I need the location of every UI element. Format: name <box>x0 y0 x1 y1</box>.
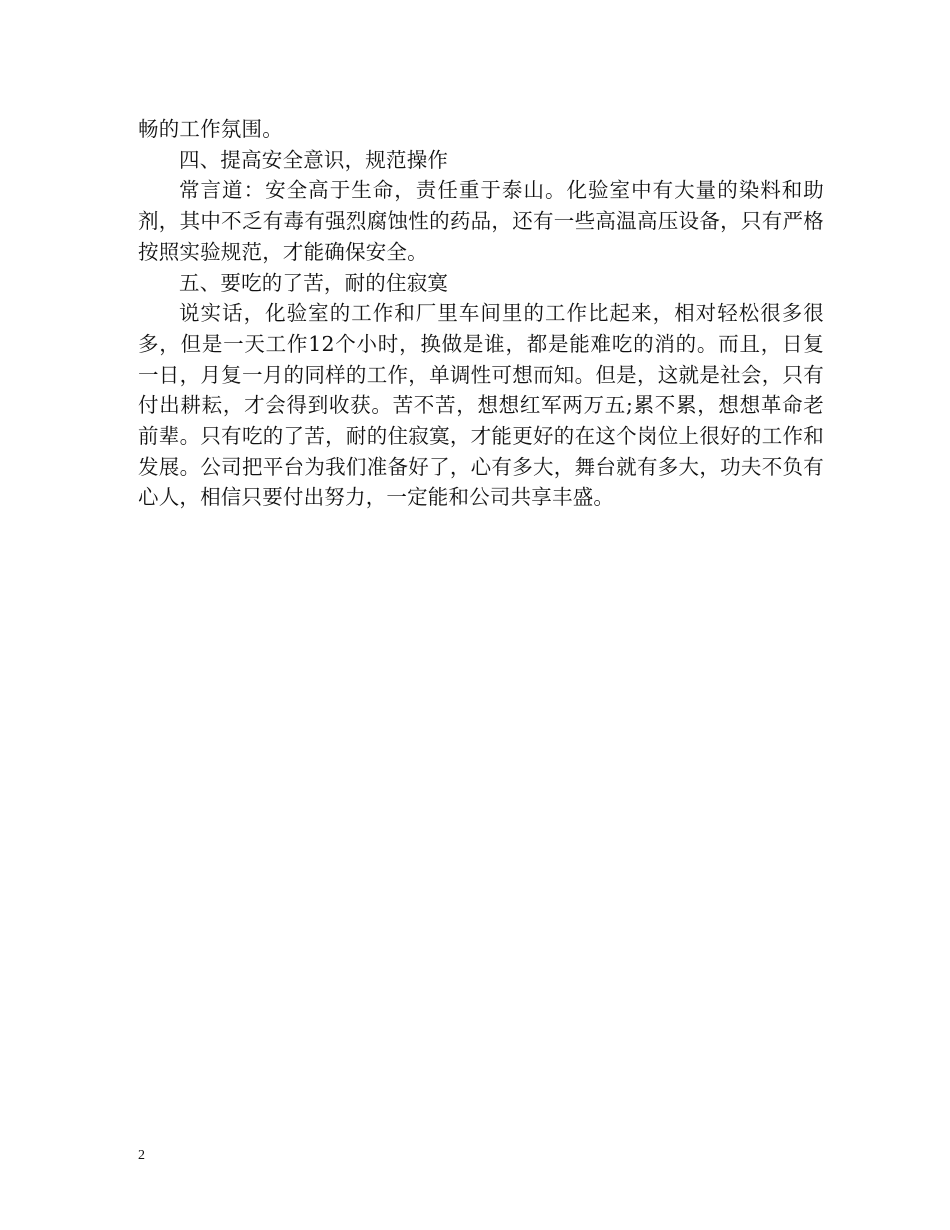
paragraph-hardship: 说实话，化验室的工作和厂里车间里的工作比起来，相对轻松很多很多，但是一天工作12个小时，换做是谁，都是能难吃的消的。而且，日复一日，月复一月的同样的工作，单调性可想而知。但是，这就是社会，只有付出耕耘，才会得到收获。苦不苦，想想红军两万五;累不累，想想革命老前辈。只有吃的了苦，耐的住寂寞，才能更好的在这个岗位上很好的工作和发展。公司把平台为我们准备好了，心有多大，舞台就有多大，功夫不负有心人，相信只要付出努力，一定能和公司共享丰盛。 <box>138 301 824 510</box>
document-body <box>138 114 824 513</box>
section-heading-hardship: 五、要吃的了苦，耐的住寂寞 <box>179 270 449 295</box>
page-number: 2 <box>138 1148 145 1163</box>
paragraph-safety: 常言道：安全高于生命，责任重于泰山。化验室中有大量的染料和助剂，其中不乏有毒有强烈腐蚀性的药品，还有一些高温高压设备，只有严格按照实验规范，才能确保安全。 <box>138 178 824 264</box>
section-heading-safety: 四、提高安全意识，规范操作 <box>179 147 449 172</box>
paragraph-continuation: 畅的工作氛围。 <box>138 117 283 141</box>
